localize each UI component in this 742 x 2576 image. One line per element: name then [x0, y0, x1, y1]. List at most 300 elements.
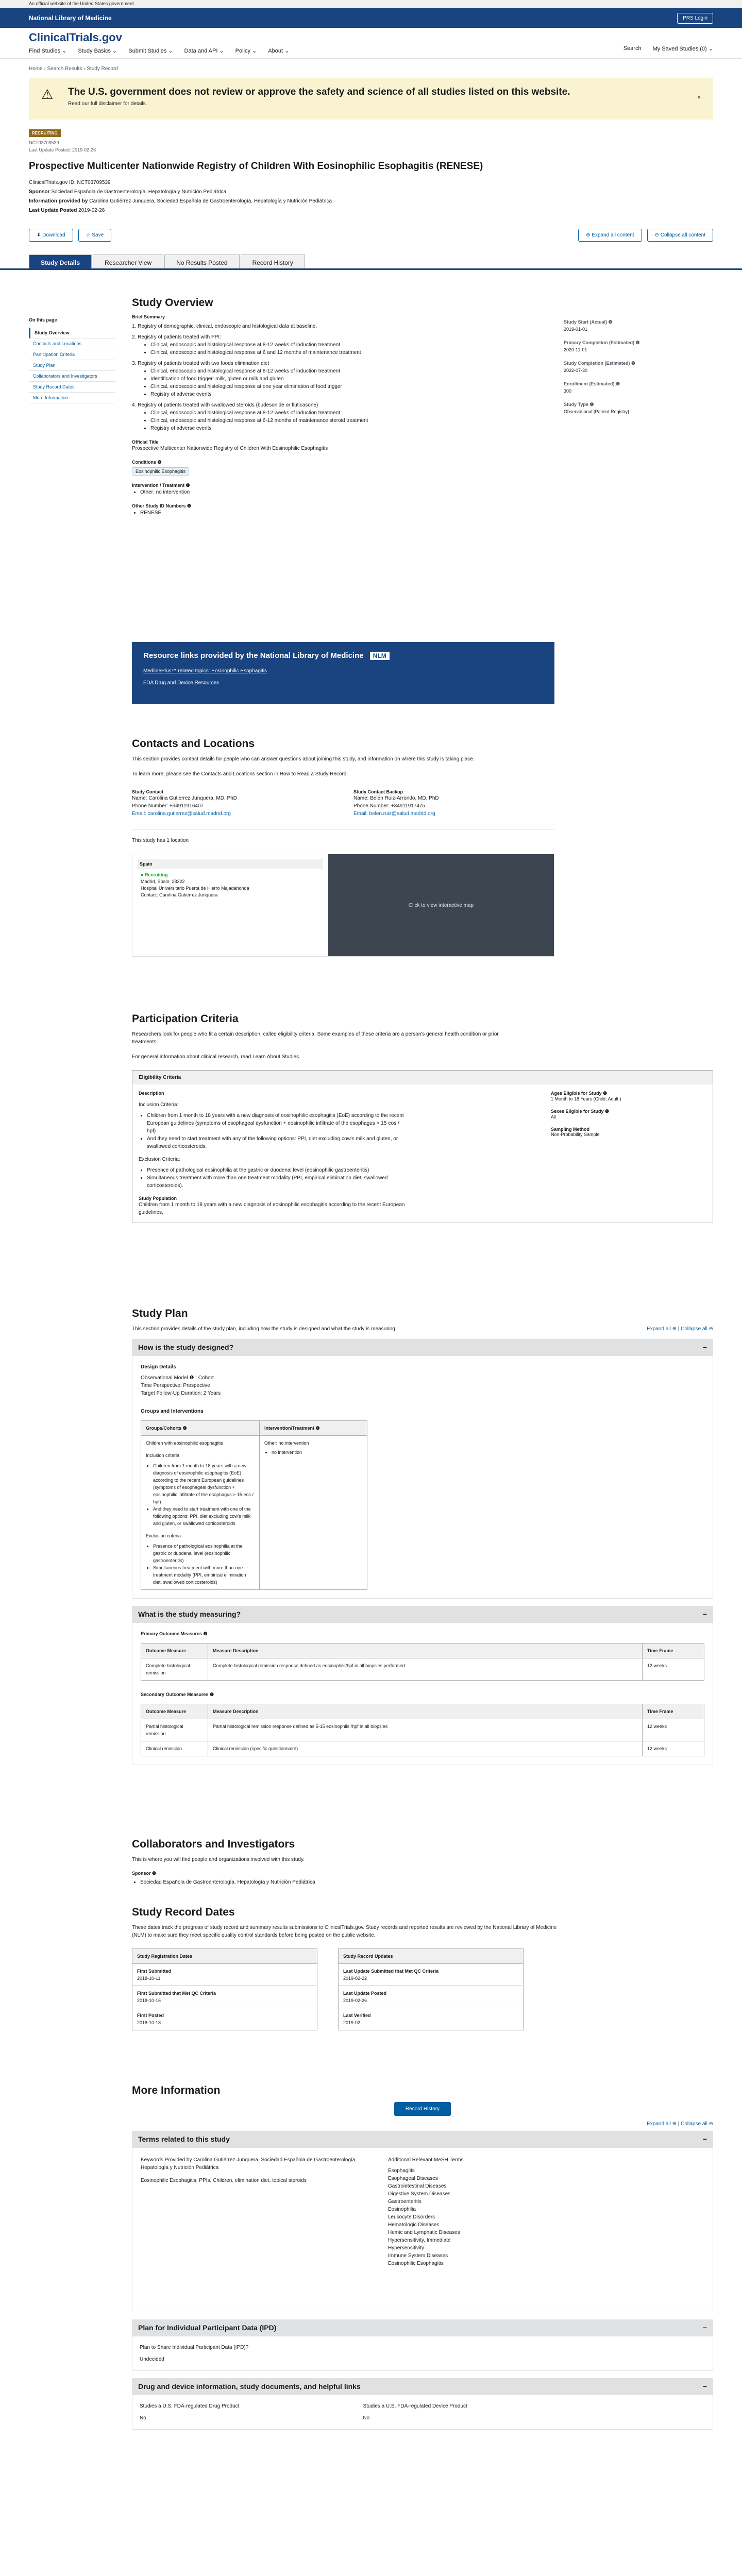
location-status: ● Recruiting	[141, 872, 168, 877]
table-row	[141, 1741, 704, 1756]
mesh-term: Esophageal Diseases	[388, 2176, 438, 2181]
table-cell: Partial histological remission response defined as 5-15 eosinophils /hpf in all biopsies	[208, 1719, 643, 1741]
drug-device-accordion[interactable]	[132, 2378, 713, 2395]
official-title-label: Official Title	[132, 439, 159, 445]
collab-sponsor: • Sociedad Española de Gastroenterología, Hepatología y Nutrición Pediátrica	[140, 1878, 713, 1886]
accordion-title: Drug and device information, study documents, and helpful links	[138, 2382, 361, 2391]
location-list	[132, 854, 328, 956]
contact-label: Study Contact	[132, 789, 164, 794]
date-label: Last Update Posted	[343, 1991, 387, 1996]
tab-study-details[interactable]: Study Details	[29, 255, 92, 268]
list-item: • Clinical, endoscopic and histological response at 8-12 weeks of induction treatment	[150, 341, 513, 349]
group-exclusion-label: Exclusion criteria	[146, 1533, 181, 1538]
contact-label: Study Contact Backup	[353, 789, 403, 794]
saved-studies-link[interactable]: My Saved Studies (0) ⌄	[652, 46, 713, 52]
toc-item[interactable]: Study Plan	[29, 360, 115, 371]
table-header: Measure Description	[208, 1643, 643, 1658]
tab-researcher-view[interactable]: Researcher View	[93, 255, 163, 268]
prs-login-button[interactable]: PRS Login	[677, 13, 713, 24]
date-value: 2019-02-26	[343, 1998, 367, 2003]
criteria-text: Researchers look for people who fit a certain description, called eligibility criteria. Some examples of these criteria are a person's general health condition or prior treatments.	[132, 1031, 499, 1045]
mesh-block	[388, 2156, 464, 2303]
eligibility-description	[139, 1091, 551, 1216]
table-header: Outcome Measure	[141, 1643, 208, 1658]
side-item	[551, 1109, 700, 1120]
table-cell	[339, 1986, 524, 2008]
contact-phone: Phone Number: +34911916407	[132, 803, 204, 809]
side-item	[551, 1091, 700, 1101]
collaborators-section	[132, 1838, 713, 1886]
mesh-term: Gastrointestinal Diseases	[388, 2183, 447, 2189]
list-item: • Identification of food trigger: milk, gluten or milk and gluten	[150, 375, 513, 383]
list-item: • Clinical, endoscopic and histological response at one year elimination of food trigger	[150, 383, 513, 391]
table-cell	[260, 1436, 367, 1590]
page-title: Prospective Multicenter Nationwide Registry of Children With Eosinophilic Esophagitis (RENESE)	[29, 161, 483, 172]
side-label: Sampling Method	[551, 1127, 589, 1132]
group-name: Children with eosinophilic esophagitis	[146, 1440, 223, 1446]
side-value: 300	[564, 388, 572, 394]
table-cell	[339, 1964, 524, 1986]
meta-id: NCT03709539	[29, 140, 59, 145]
table-row	[339, 1986, 524, 2008]
table-row	[339, 2008, 524, 2030]
table-row	[141, 1421, 367, 1436]
nlm-logo: NLM	[370, 652, 390, 660]
main-nav	[0, 28, 742, 59]
design-accordion[interactable]	[132, 1339, 713, 1355]
toc-item[interactable]: Study Overview	[29, 328, 115, 338]
expand-controls	[578, 229, 713, 242]
fda-anchor[interactable]: FDA Drug and Device Resources	[143, 680, 220, 686]
table-row	[141, 1704, 704, 1719]
dates-section	[132, 1906, 565, 2030]
condition-chip[interactable]: Eosinophilic Esophagitis	[132, 467, 189, 476]
nav-submit-studies[interactable]: Submit Studies ⌄	[128, 48, 173, 54]
table-cell: Partial histological remission	[141, 1719, 208, 1741]
date-value: 2018-10-16	[137, 1998, 161, 2003]
table-row	[141, 1643, 704, 1658]
table-cell: Complete histological remission response defined as eosinophils/hpf in all biopsies performed	[208, 1658, 643, 1681]
contacts-text: This section provides contact details for people who can answer questions about joining this study, and information on where this study is taking place.	[132, 756, 475, 762]
side-label: Study Type ❶	[564, 402, 594, 407]
mesh-term: Gastroenteritis	[388, 2199, 422, 2205]
accordion-title: What is the study measuring?	[138, 1610, 241, 1618]
accordion-title: How is the study designed?	[138, 1343, 234, 1351]
exclusion-label: Exclusion Criteria:	[139, 1157, 180, 1162]
list-item: • Simultaneous treatment with more than one treatment modality (PPI, empirical elimination diet, swallowed corticosteroids)	[153, 1564, 255, 1586]
toc-item[interactable]: Study Record Dates	[29, 382, 115, 393]
status-badge: RECRUITING	[29, 129, 61, 137]
ipd-value: Undecided	[140, 2357, 164, 2362]
other-ids-label: Other Study ID Numbers ❶	[132, 503, 192, 509]
info-line	[29, 197, 713, 206]
side-label: Primary Completion (Estimated) ❶	[564, 340, 640, 345]
mesh-term: Hypersensitivity, Immediate	[388, 2238, 451, 2243]
group-inclusion-label: Inclusion criteria	[146, 1453, 180, 1458]
list-item: • Presence of pathological eosinophilia at the gastric or duodenal level (eosinophilic gastroenteritis)	[153, 1543, 255, 1564]
record-history-wrap	[132, 2102, 713, 2116]
table-row	[141, 1719, 704, 1741]
side-item	[564, 402, 698, 414]
criteria-section	[132, 1013, 713, 1223]
more-info-section	[132, 2084, 713, 2430]
side-item	[564, 340, 698, 352]
meta-updated: Last Update Posted: 2019-02-26	[29, 147, 96, 152]
accordion-title: Plan for Individual Participant Data (IPD)	[138, 2324, 277, 2332]
plan-expand-controls[interactable]: Expand all ⊕ | Collapse all ⊖	[647, 1326, 713, 1332]
close-icon[interactable]: ×	[697, 94, 701, 101]
table-row	[339, 1949, 524, 1964]
location-item[interactable]	[138, 869, 323, 902]
side-value: 1 Month to 18 Years (Child, Adult )	[551, 1096, 621, 1101]
sponsor-line	[29, 188, 713, 197]
last-update-label: Last Update Posted	[29, 208, 77, 213]
collab-heading: Collaborators and Investigators	[132, 1838, 295, 1850]
nav-menu	[29, 47, 713, 54]
summary-line: 2. Registry of patients treated with PPI:	[132, 334, 221, 340]
population-text: Children from 1 month to 18 years with a new diagnosis of eosinophilic esophagitis according to the recent European guidelines.	[139, 1202, 405, 1215]
table-cell: 12 weeks	[643, 1658, 704, 1681]
side-label: Study Start (Actual) ❶	[564, 319, 613, 325]
dates-text: These dates track the progress of study record and summary results submissions to ClinicalTrials.gov. Study records and reported results are reviewed by the National Library of Medicine (NLM) to make sure they meet specific quality control standards before being posted on the public website.	[132, 1925, 557, 1938]
drug-block	[140, 2402, 239, 2422]
collapse-all-button[interactable]: ⊖ Collapse all content	[647, 229, 713, 242]
criteria-item: • And they need to start treatment with any of the following options: PPI, diet excluding cow's milk and gluten, or swallowed corticosteroids.	[147, 1135, 407, 1150]
top-bar	[0, 8, 742, 28]
date-value: 2019-02-22	[343, 1976, 367, 1981]
table-cell: Clinical remission	[141, 1741, 208, 1756]
table-header: Outcome Measure	[141, 1704, 208, 1719]
table-row	[132, 1986, 317, 2008]
summary-line: 3. Registry of patients treated with two foods elimination diet	[132, 361, 269, 366]
terms-accordion[interactable]	[132, 2131, 713, 2147]
location-facility: Hospital Universitario Puerta de Hierro Majadahonda	[141, 886, 249, 891]
info-label: Information provided by	[29, 198, 88, 204]
keywords-label: Keywords Provided by Carolina Gutiérrez Junquera, Sociedad Española de Gastroenterología, Hepatología y Nutrición Pediátrica	[141, 2157, 357, 2171]
summary-line: 4. Registry of patients treated with swallowed steroids (budesonide or fluticasone)	[132, 402, 318, 408]
locations	[132, 829, 554, 957]
minus-icon: −	[702, 2324, 707, 2332]
table-header: Time Frame	[643, 1704, 704, 1719]
gov-banner-text: An official website of the United States government	[29, 1, 134, 6]
mesh-term: Digestive System Diseases	[388, 2191, 451, 2197]
mesh-term: Hemic and Lymphatic Diseases	[388, 2230, 460, 2235]
drug-value: No	[140, 2415, 146, 2421]
toc-item[interactable]: More Information	[29, 393, 115, 403]
collab-text: This is where you will find people and organizations involved with this study.	[132, 1857, 305, 1862]
secondary-outcomes-label: Secondary Outcome Measures ❶	[141, 1692, 214, 1697]
sponsor-label: Sponsor	[29, 189, 50, 195]
plan-heading: Study Plan	[132, 1308, 188, 1319]
tab-no-results[interactable]: No Results Posted	[164, 255, 239, 268]
population-label: Study Population	[139, 1196, 177, 1201]
side-value: Non-Probability Sample	[551, 1132, 600, 1137]
nav-about[interactable]: About ⌄	[268, 48, 290, 54]
contact-name: Name: Belén Ruiz-Arrondo, MD, PhD	[353, 795, 439, 801]
last-update-value: 2019-02-26	[78, 208, 105, 213]
table-cell: Clinical remission (specific questionnaire)	[208, 1741, 643, 1756]
table-header: Time Frame	[643, 1643, 704, 1658]
criteria-item: • Children from 1 month to 18 years with a new diagnosis of eosinophilic esophagitis (EoE) according to the recent European guidelines (symptoms of esophageal dysfunction + eosinophilic infiltrate of the esophagus > 15 eos / hpf)	[147, 1112, 407, 1135]
ipd-accordion[interactable]	[132, 2319, 713, 2336]
breadcrumb[interactable]: Home › Search Results › Study Record	[29, 66, 118, 72]
side-item	[564, 319, 698, 332]
list-item: • Clinical, endoscopic and histological response at 6 and 12 months of maintenance treatment	[150, 349, 513, 357]
intervention-name: Other: no intervention	[264, 1440, 309, 1446]
dates-tables	[132, 1948, 565, 2030]
toc-item[interactable]: Contacts and Locations	[29, 338, 115, 349]
more-expand-controls[interactable]: Expand all ⊕ | Collapse all ⊖	[647, 2121, 713, 2127]
more-heading: More Information	[132, 2084, 221, 2096]
nav-right	[623, 45, 713, 52]
learn-about-studies-link[interactable]: For general information about clinical research, read Learn About Studies.	[132, 1054, 300, 1060]
location-panel	[132, 854, 554, 957]
contact-card	[132, 789, 312, 818]
side-value: All	[551, 1114, 556, 1120]
toc-heading: On this page	[29, 317, 57, 323]
page-toc	[29, 317, 115, 403]
mesh-term: Hypersensitivity	[388, 2245, 425, 2251]
table-header: Study Record Updates	[339, 1949, 524, 1964]
side-label: Enrollment (Estimated) ❶	[564, 381, 620, 386]
mesh-term: Eosinophilia	[388, 2207, 416, 2212]
list-item: • Registry of adverse events	[150, 391, 513, 398]
date-label: Last Update Submitted that Met QC Criteria	[343, 1969, 439, 1974]
primary-outcomes-table	[141, 1643, 704, 1681]
contacts-heading: Contacts and Locations	[132, 738, 255, 750]
contact-card	[353, 789, 534, 818]
eligibility-body	[132, 1084, 713, 1223]
inclusion-label: Inclusion Criteria:	[139, 1102, 179, 1108]
minus-icon: −	[702, 2382, 707, 2391]
observational-model: Observational Model ❶ : Cohort	[141, 1375, 214, 1381]
follow-up: Target Follow-Up Duration: 2 Years	[141, 1391, 221, 1396]
registration-dates-table	[132, 1948, 317, 2030]
download-button[interactable]: ⬇ Download	[29, 229, 73, 242]
table-cell: 12 weeks	[643, 1741, 704, 1756]
accordion-title: Terms related to this study	[138, 2135, 230, 2143]
alert-text: Read our full disclaimer for details.	[68, 101, 147, 107]
side-value: 2019-01-01	[564, 327, 588, 332]
table-cell	[132, 1964, 317, 1986]
contact-email[interactable]: Email: carolina.gutierrez@salud.madrid.org	[132, 811, 231, 817]
dates-heading: Study Record Dates	[132, 1906, 235, 1918]
date-label: First Submitted	[137, 1969, 172, 1974]
contacts-learn-link[interactable]: To learn more, please see the Contacts and Locations section in How to Read a Study Record.	[132, 771, 348, 777]
table-header: Intervention/Treatment ❶	[260, 1421, 367, 1436]
description-label: Description	[139, 1091, 164, 1096]
table-cell	[141, 1436, 260, 1590]
side-item	[564, 381, 698, 394]
tab-record-history[interactable]: Record History	[241, 255, 305, 268]
plan-text: This section provides details of the study plan, including how the study is designed and what the study is measuring.	[132, 1326, 397, 1332]
table-cell	[132, 2008, 317, 2030]
nav-policy[interactable]: Policy ⌄	[235, 48, 257, 54]
sponsor-value: Sociedad Española de Gastroenterología, Hepatología y Nutrición Pediátrica	[51, 189, 226, 195]
nlm-box-title-text: Resource links provided by the National Library of Medicine	[143, 651, 364, 660]
keywords: Eosinophilic Esophagitis, PPIs, Children, elimination diet, topical steroids	[141, 2178, 307, 2183]
study-header	[0, 120, 742, 255]
ipd-content	[132, 2336, 713, 2371]
table-row	[132, 2008, 317, 2030]
list-item: • Clinical, endoscopic and histological response at 8-12 weeks of induction treatment	[150, 409, 513, 417]
table-row	[339, 1964, 524, 1986]
device-value: No	[363, 2415, 370, 2421]
mesh-term: Hematologic Diseases	[388, 2222, 440, 2228]
table-cell: 12 weeks	[643, 1719, 704, 1741]
location-map[interactable]: Click to view interactive map	[328, 854, 554, 956]
table-cell	[339, 2008, 524, 2030]
study-id: ClinicalTrials.gov ID: NCT03709539	[29, 180, 111, 185]
medlineplus-link[interactable]	[143, 667, 543, 675]
location-city: Madrid, Spain, 28222	[141, 879, 185, 884]
other-id-item: • RENESE	[140, 509, 513, 517]
date-label: Last Verified	[343, 2013, 371, 2018]
nlm-brand[interactable]: National Library of Medicine	[29, 14, 112, 22]
table-cell: Complete histological remission	[141, 1658, 208, 1681]
mesh-term: Leukocyte Disorders	[388, 2214, 435, 2220]
minus-icon: −	[702, 1610, 707, 1618]
list-item: • Clinical, endoscopic and histological response at 6-12 months of maintenance steroid treatment	[150, 417, 513, 425]
nav-study-basics[interactable]: Study Basics ⌄	[78, 48, 117, 54]
table-header: Measure Description	[208, 1704, 643, 1719]
fda-link[interactable]	[143, 679, 543, 687]
terms-content	[132, 2147, 713, 2312]
eligibility-side	[551, 1091, 700, 1216]
contacts-section	[132, 738, 554, 957]
intervention-item: • Other: no intervention	[140, 488, 513, 496]
criteria-item: • Presence of pathological eosinophilia at the gastric or duodenal level (eosinophilic gastroenteritis)	[147, 1166, 407, 1174]
ipd-label: Plan to Share Individual Participant Data (IPD)?	[140, 2345, 249, 2350]
country-label: Spain	[138, 859, 323, 869]
design-content	[132, 1355, 713, 1599]
groups-table	[141, 1420, 367, 1590]
measuring-content	[132, 1622, 713, 1765]
side-value: 2022-07-30	[564, 368, 588, 373]
alert-title: The U.S. government does not review or approve the safety and science of all studies listed on this website.	[68, 87, 570, 97]
date-value: 2018-10-18	[137, 2020, 161, 2025]
table-row	[141, 1658, 704, 1681]
date-label: First Posted	[137, 2013, 164, 2018]
table-row	[132, 1964, 317, 1986]
mesh-label: Additional Relevant MeSH Terms	[388, 2157, 464, 2163]
device-label: Studies a U.S. FDA-regulated Device Product	[363, 2403, 467, 2409]
save-button[interactable]: ☆ Save	[78, 229, 112, 242]
side-item	[551, 1127, 700, 1137]
mesh-term: Immune System Diseases	[388, 2253, 448, 2259]
study-tabs	[0, 255, 742, 270]
location-contact: Contact: Carolina Gutierrez Junquera	[141, 892, 218, 897]
groups-label: Groups and Interventions	[141, 1409, 204, 1414]
mesh-term: Eosinophilic Esophagitis	[388, 2261, 444, 2266]
warning-icon: ⚠	[41, 87, 54, 102]
conditions-label: Conditions ❶	[132, 460, 162, 465]
side-value: Observational [Patient Registry]	[564, 409, 629, 414]
overview-heading: Study Overview	[132, 297, 213, 309]
date-value: 2018-10-11	[137, 1976, 161, 1981]
medlineplus-anchor[interactable]: MedlinePlus™ related topics: Eosinophilic Esophagitis	[143, 668, 267, 674]
study-plan-section	[132, 1308, 713, 1765]
list-item: • no intervention	[272, 1449, 362, 1456]
side-value: 2020-11-01	[564, 347, 587, 352]
table-header: Groups/Cohorts ❶	[141, 1421, 260, 1436]
last-update-line	[29, 206, 713, 215]
collab-sponsor-label: Sponsor ❶	[132, 1871, 157, 1876]
table-header: Study Registration Dates	[132, 1949, 317, 1964]
criteria-heading: Participation Criteria	[132, 1013, 239, 1025]
toc-item[interactable]: Participation Criteria	[29, 349, 115, 360]
minus-icon: −	[702, 1343, 707, 1351]
measuring-accordion[interactable]	[132, 1606, 713, 1622]
toc-item[interactable]: Collaborators and Investigators	[29, 371, 115, 382]
table-row	[132, 1949, 317, 1964]
site-logo[interactable]: ClinicalTrials.gov	[29, 31, 122, 44]
keywords-block	[141, 2156, 357, 2303]
date-label: First Submitted that Met QC Criteria	[137, 1991, 216, 1996]
record-updates-table	[338, 1948, 524, 2030]
secondary-outcomes-table	[141, 1704, 704, 1756]
minus-icon: −	[702, 2135, 707, 2143]
table-cell	[132, 1986, 317, 2008]
primary-outcomes-label: Primary Outcome Measures ❶	[141, 1631, 208, 1636]
contact-phone: Phone Number: +34911917475	[353, 803, 426, 809]
info-value: Carolina Gutiérrez Junquera, Sociedad Española de Gastroenterología, Hepatología y Nutrición Pediátrica	[89, 198, 332, 204]
table-row	[141, 1436, 367, 1590]
side-label: Study Completion (Estimated) ❶	[564, 361, 636, 366]
drug-label: Studies a U.S. FDA-regulated Drug Product	[140, 2403, 240, 2409]
plan-intro	[132, 1325, 713, 1333]
criteria-item: • Simultaneous treatment with more than one treatment modality (PPI, empirical elimination diet, swallowed corticosteroids).	[147, 1174, 407, 1190]
nav-data-api[interactable]: Data and API ⌄	[184, 48, 224, 54]
location-count: This study has 1 location	[132, 838, 189, 843]
date-value: 2019-02	[343, 2020, 361, 2025]
disclaimer-alert	[29, 78, 713, 120]
action-buttons	[29, 229, 713, 242]
expand-all-button[interactable]: ⊕ Expand all content	[578, 229, 642, 242]
side-label: Sexes Eligible for Study ❶	[551, 1109, 610, 1114]
gov-banner	[0, 0, 742, 8]
brief-summary	[132, 323, 513, 517]
nav-find-studies[interactable]: Find Studies ⌄	[29, 48, 67, 54]
intervention-label: Intervention / Treatment ❶	[132, 483, 190, 488]
design-details-label: Design Details	[141, 1364, 176, 1370]
search-link[interactable]: Search	[623, 45, 642, 52]
mesh-term: Esophagitis	[388, 2168, 415, 2174]
mesh-list	[388, 2167, 464, 2267]
summary-line: 1. Registry of demographic, clinical, endoscopic and histological data at baseline.	[132, 324, 317, 329]
nlm-resource-box	[132, 642, 554, 704]
time-perspective: Time Perspective: Prospective	[141, 1383, 210, 1388]
list-item: • And they need to start treatment with one of the following options: PPI, diet excluding cow's milk and gluten, or swallowed corticosteroids	[153, 1505, 255, 1527]
main-content	[0, 270, 742, 2576]
list-item: • Children from 1 month to 18 years with a new diagnosis of eosinophilic esophagitis (EoE) according to the recent European guidelines (symptoms of esophageal dysfunction + eosinophilic infiltrate of the esophagus > 15 eos / hpf)	[153, 1462, 255, 1505]
brief-summary-label: Brief Summary	[132, 314, 165, 319]
eligibility-box	[132, 1070, 713, 1223]
record-history-button[interactable]: Record History	[394, 2102, 451, 2116]
contact-name: Name: Carolina Gutierrez Junquera, MD, PhD	[132, 795, 237, 801]
list-item: • Clinical, endoscopic and histological response at 8-12 weeks of induction treatment	[150, 367, 513, 375]
nlm-box-title	[143, 651, 543, 660]
contact-email[interactable]: Email: belen.ruiz@salud.madrid.org	[353, 811, 435, 817]
eligibility-box-title: Eligibility Criteria	[132, 1071, 713, 1084]
side-item	[564, 361, 698, 373]
study-meta	[29, 139, 713, 154]
official-title: Prospective Multicenter Nationwide Registry of Children With Eosinophilic Esophagitis	[132, 446, 328, 451]
list-item: • Registry of adverse events	[150, 425, 513, 432]
drug-device-content	[132, 2395, 713, 2430]
side-label: Ages Eligible for Study ❶	[551, 1091, 608, 1096]
device-block	[363, 2402, 467, 2422]
